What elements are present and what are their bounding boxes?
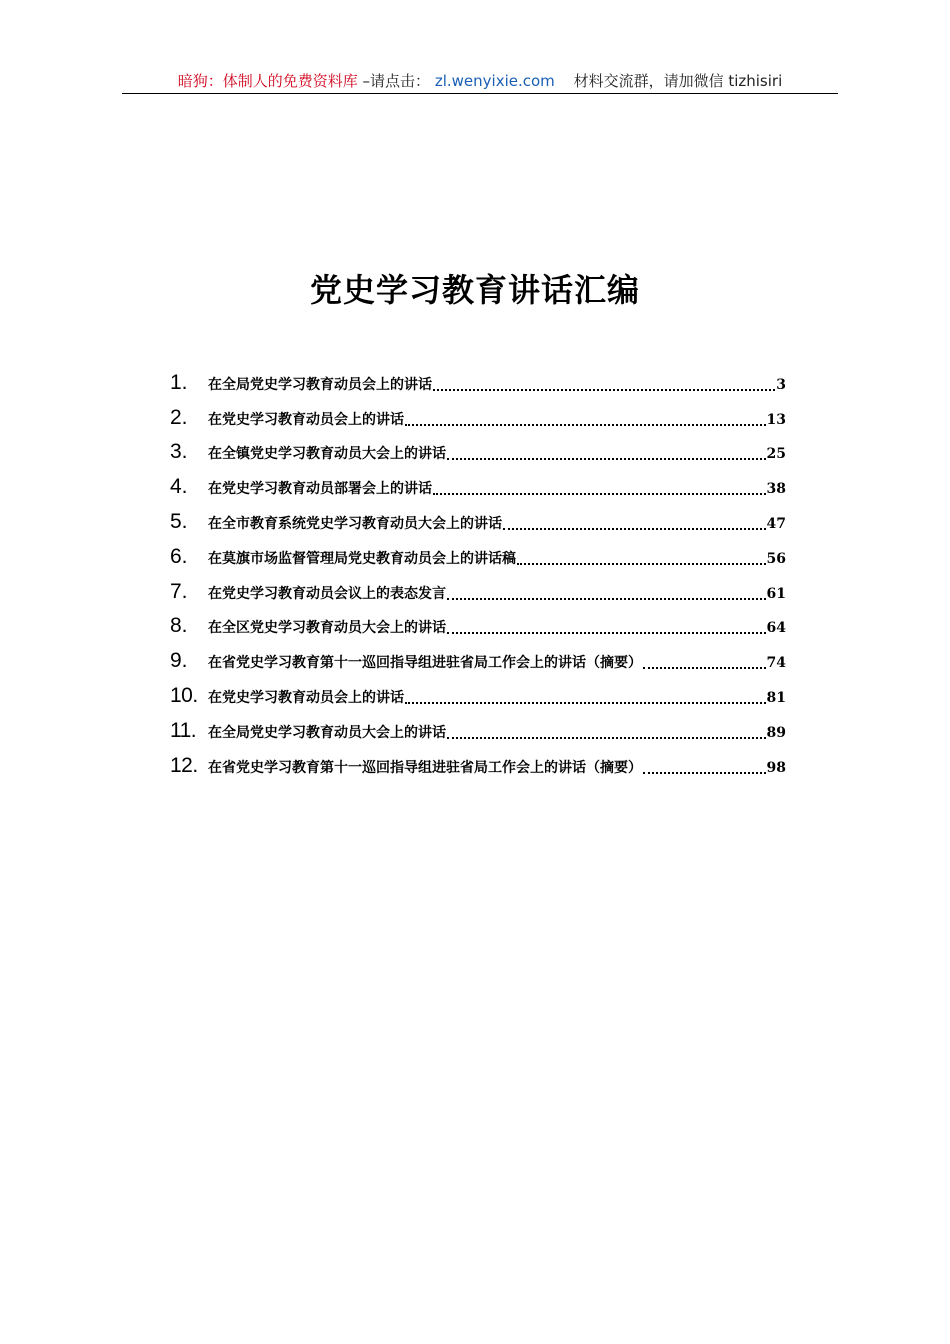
toc-title: 在省党史学习教育第十一巡回指导组进驻省局工作会上的讲话（摘要） xyxy=(208,655,642,672)
toc-number: 3. xyxy=(170,440,188,464)
toc-page-number: 56 xyxy=(766,550,786,567)
toc-entry[interactable] xyxy=(170,642,786,677)
toc-number: 11. xyxy=(170,718,197,742)
toc-entry[interactable] xyxy=(170,573,786,608)
toc-page-number: 47 xyxy=(766,515,786,532)
header-divider xyxy=(122,93,838,94)
toc-leader xyxy=(447,632,766,634)
toc-leader xyxy=(405,424,766,426)
toc-leader xyxy=(643,772,766,774)
toc-leader xyxy=(447,458,766,460)
toc-number: 12. xyxy=(170,753,198,777)
toc-number: 6. xyxy=(170,544,188,568)
toc-page-number: 81 xyxy=(766,689,786,706)
toc-entry[interactable] xyxy=(170,468,786,503)
toc-page-number: 3 xyxy=(776,376,786,393)
header-link[interactable]: zl.wenyixie.com xyxy=(434,72,555,90)
toc-title: 在全区党史学习教育动员大会上的讲话 xyxy=(208,620,446,637)
toc-number: 7. xyxy=(170,579,188,603)
toc-number: 4. xyxy=(170,475,188,499)
toc-title: 在莫旗市场监督管理局党史教育动员会上的讲话稿 xyxy=(208,550,516,567)
toc-title: 在全局党史学习教育动员会上的讲话 xyxy=(208,376,432,393)
toc-entry[interactable] xyxy=(170,434,786,469)
toc-entry[interactable] xyxy=(170,538,786,573)
toc-leader xyxy=(447,598,766,600)
toc-title: 在党史学习教育动员会上的讲话 xyxy=(208,411,404,428)
toc-number: 1. xyxy=(170,370,188,394)
toc-leader xyxy=(643,667,766,669)
toc-page-number: 98 xyxy=(766,759,786,776)
toc-title: 在党史学习教育动员部署会上的讲话 xyxy=(208,481,432,498)
toc-page-number: 89 xyxy=(766,724,786,741)
toc-page-number: 25 xyxy=(766,446,786,463)
toc-page-number: 13 xyxy=(766,411,786,428)
toc-entry[interactable] xyxy=(170,747,786,782)
toc-number: 2. xyxy=(170,405,188,429)
table-of-contents xyxy=(170,364,786,782)
toc-leader xyxy=(503,528,766,530)
toc-entry[interactable] xyxy=(170,399,786,434)
toc-entry[interactable] xyxy=(170,677,786,712)
toc-number: 5. xyxy=(170,509,188,533)
toc-leader xyxy=(405,702,766,704)
toc-leader xyxy=(433,493,766,495)
toc-leader xyxy=(447,737,766,739)
toc-leader xyxy=(517,563,766,565)
toc-leader xyxy=(433,389,775,391)
toc-number: 10. xyxy=(170,683,198,707)
header-group-note: 材料交流群，请加微信 tizhisiri xyxy=(573,72,783,90)
document-title: 党史学习教育讲话汇编 xyxy=(309,271,640,309)
page-header xyxy=(122,70,838,92)
toc-page-number: 38 xyxy=(766,481,786,498)
toc-entry[interactable] xyxy=(170,608,786,643)
toc-title: 在党史学习教育动员会议上的表态发言 xyxy=(208,585,446,602)
header-prompt: –请点击： xyxy=(362,72,431,90)
toc-page-number: 64 xyxy=(766,620,786,637)
toc-title: 在省党史学习教育第十一巡回指导组进驻省局工作会上的讲话（摘要） xyxy=(208,759,642,776)
toc-number: 8. xyxy=(170,614,188,638)
toc-title: 在全市教育系统党史学习教育动员大会上的讲话 xyxy=(208,515,502,532)
toc-title: 在全局党史学习教育动员大会上的讲话 xyxy=(208,724,446,741)
toc-entry[interactable] xyxy=(170,712,786,747)
toc-entry[interactable] xyxy=(170,364,786,399)
toc-number: 9. xyxy=(170,649,188,673)
toc-page-number: 61 xyxy=(766,585,786,602)
toc-page-number: 74 xyxy=(766,655,786,672)
toc-title: 在全镇党史学习教育动员大会上的讲话 xyxy=(208,446,446,463)
toc-title: 在党史学习教育动员会上的讲话 xyxy=(208,689,404,706)
header-brand: 暗狗：体制人的免费资料库 xyxy=(177,72,358,90)
toc-entry[interactable] xyxy=(170,503,786,538)
